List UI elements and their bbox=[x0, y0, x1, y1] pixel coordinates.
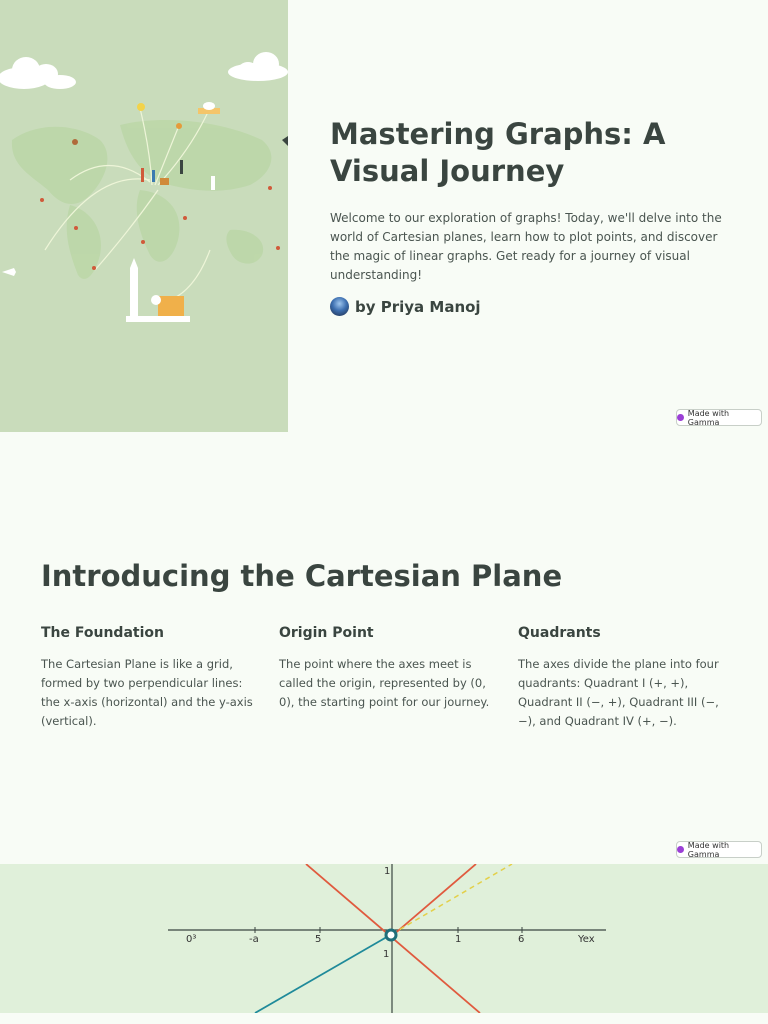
gamma-logo-icon bbox=[677, 414, 684, 421]
dashed-yellow-line bbox=[392, 864, 512, 934]
tick-label: 6 bbox=[518, 934, 525, 945]
tick-label: Yex bbox=[578, 934, 595, 945]
column-heading: Origin Point bbox=[279, 625, 374, 641]
cloud-icon bbox=[0, 57, 76, 89]
origin-marker bbox=[386, 930, 396, 940]
airplane-icon bbox=[282, 136, 288, 146]
cloud-icon bbox=[228, 52, 288, 81]
gamma-logo-icon bbox=[677, 846, 684, 853]
temple-icon bbox=[198, 102, 220, 114]
graph-illustration bbox=[0, 864, 768, 1013]
y-tick-label: 1 bbox=[384, 866, 391, 877]
column-heading: Quadrants bbox=[518, 625, 601, 641]
badge-label: Made with Gamma bbox=[687, 840, 730, 859]
world-map-illustration bbox=[0, 0, 288, 432]
tick-label: -a bbox=[249, 934, 259, 945]
intro-text: Welcome to our exploration of graphs! Today, we'll delve into the world of Cartesian planes, learn how to plot points, and discover the magic of linear graphs. Get ready for a journey of visual understanding! bbox=[330, 211, 722, 282]
author-name: by Priya Manoj bbox=[355, 297, 481, 316]
graph-slide bbox=[0, 864, 768, 1013]
column-heading: The Foundation bbox=[41, 625, 164, 641]
column-origin-point bbox=[279, 624, 493, 712]
badge-label: Made with Gamma bbox=[687, 408, 730, 427]
tick-label: 0³ bbox=[186, 934, 197, 945]
airplane-icon bbox=[2, 268, 16, 276]
column-text: The Cartesian Plane is like a grid, formed by two perpendicular lines: the x-axis (horizontal) and the y-axis (vertical). bbox=[41, 657, 253, 728]
author bbox=[330, 297, 481, 316]
cartesian-plane-slide bbox=[0, 432, 768, 864]
column-text: The axes divide the plane into four quadrants: Quadrant I (+, +), Quadrant II (−, +), Quadrant III (−, −), and Quadrant IV (+, −). bbox=[518, 657, 719, 728]
red-line-increasing bbox=[392, 864, 476, 936]
tower-icon bbox=[126, 258, 190, 322]
section-title: Introducing the Cartesian Plane bbox=[41, 559, 563, 593]
made-with-gamma-badge[interactable] bbox=[676, 841, 762, 858]
tick-label: 5 bbox=[315, 934, 322, 945]
column-text: The point where the axes meet is called the origin, represented by (0, 0), the starting point for our journey. bbox=[279, 657, 490, 709]
teal-line bbox=[255, 934, 392, 1013]
avatar bbox=[330, 297, 349, 316]
page-title: Mastering Graphs: A Visual Journey bbox=[330, 117, 666, 188]
y-tick-label: 1 bbox=[383, 949, 390, 960]
column-quadrants bbox=[518, 624, 732, 731]
title-slide bbox=[0, 0, 768, 432]
made-with-gamma-badge[interactable] bbox=[676, 409, 762, 426]
tick-label: 1 bbox=[455, 934, 462, 945]
column-foundation bbox=[41, 624, 255, 731]
